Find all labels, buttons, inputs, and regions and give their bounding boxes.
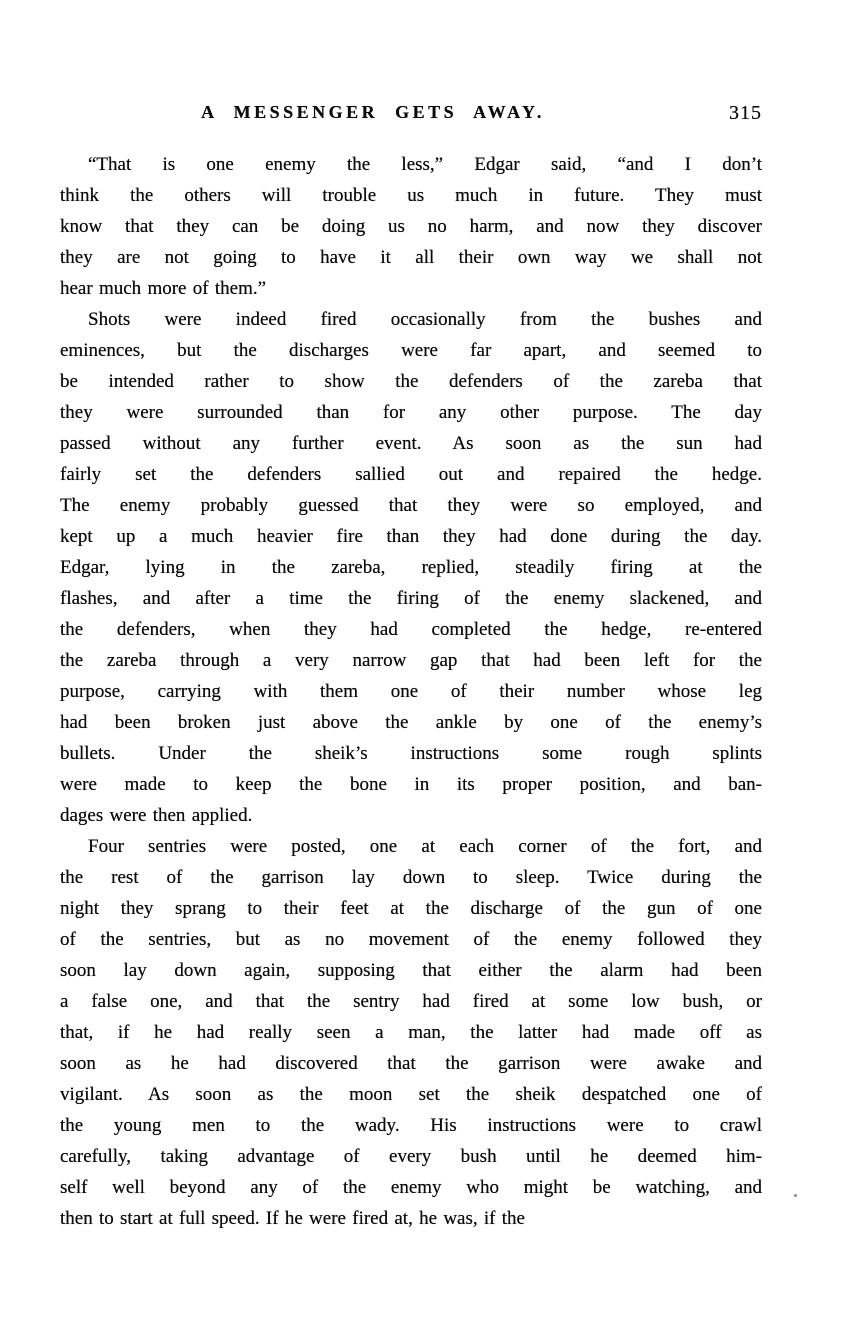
text-line: they were surrounded than for any other purpose. The day	[60, 402, 762, 423]
text-line: a false one, and that the sentry had fired at some low bush, or	[60, 991, 762, 1012]
text-line: the defenders, when they had completed the hedge, re-entered	[60, 619, 762, 640]
text-line: be intended rather to show the defenders of the zareba that	[60, 371, 762, 392]
text-line: were made to keep the bone in its proper position, and ban-	[60, 774, 762, 795]
text-line: think the others will trouble us much in future. They must	[60, 185, 762, 206]
text-line: then to start at full speed. If he were fired at, he was, if the	[60, 1208, 525, 1229]
text-line: Four sentries were posted, one at each corner of the fort, and	[88, 836, 762, 857]
text-line: hear much more of them.”	[60, 278, 267, 299]
text-line: dages were then applied.	[60, 805, 253, 826]
text-line: “That is one enemy the less,” Edgar said, “and I don’t	[88, 154, 762, 175]
text-line: fairly set the defenders sallied out and repaired the hedge.	[60, 464, 762, 485]
text-line: night they sprang to their feet at the discharge of the gun of one	[60, 898, 762, 919]
running-header-title: A MESSENGER GETS AWAY.	[201, 102, 545, 122]
text-line: carefully, taking advantage of every bush until he deemed him-	[60, 1146, 762, 1167]
text-line: know that they can be doing us no harm, and now they discover	[60, 216, 762, 237]
text-line: bullets. Under the sheik’s instructions some rough splints	[60, 743, 762, 764]
text-line: flashes, and after a time the firing of the enemy slackened, and	[60, 588, 762, 609]
text-line: vigilant. As soon as the moon set the sheik despatched one of	[60, 1084, 762, 1105]
paragraph	[60, 149, 762, 304]
text-line: that, if he had really seen a man, the latter had made off as	[60, 1022, 762, 1043]
text-line: of the sentries, but as no movement of the enemy followed they	[60, 929, 762, 950]
text-line: passed without any further event. As soon as the sun had	[60, 433, 762, 454]
page-body-text	[60, 149, 762, 1234]
text-line: the rest of the garrison lay down to sleep. Twice during the	[60, 867, 762, 888]
text-line: Shots were indeed fired occasionally from the bushes and	[88, 309, 762, 330]
text-line: had been broken just above the ankle by one of the enemy’s	[60, 712, 762, 733]
text-line: The enemy probably guessed that they were so employed, and	[60, 495, 762, 516]
text-line: self well beyond any of the enemy who might be watching, and	[60, 1177, 762, 1198]
text-line: soon as he had discovered that the garrison were awake and	[60, 1053, 762, 1074]
text-line: Edgar, lying in the zareba, replied, steadily firing at the	[60, 557, 762, 578]
text-line: eminences, but the discharges were far apart, and seemed to	[60, 340, 762, 361]
text-line: purpose, carrying with them one of their number whose leg	[60, 681, 762, 702]
text-line: the zareba through a very narrow gap that had been left for the	[60, 650, 762, 671]
page-number: 315	[729, 102, 762, 124]
scan-speck	[794, 1194, 797, 1197]
text-line: kept up a much heavier fire than they had done during the day.	[60, 526, 762, 547]
running-header	[60, 102, 762, 128]
text-line: the young men to the wady. His instructions were to crawl	[60, 1115, 762, 1136]
paragraph	[60, 304, 762, 831]
text-line: soon lay down again, supposing that either the alarm had been	[60, 960, 762, 981]
paragraph	[60, 831, 762, 1234]
text-line: they are not going to have it all their own way we shall not	[60, 247, 762, 268]
